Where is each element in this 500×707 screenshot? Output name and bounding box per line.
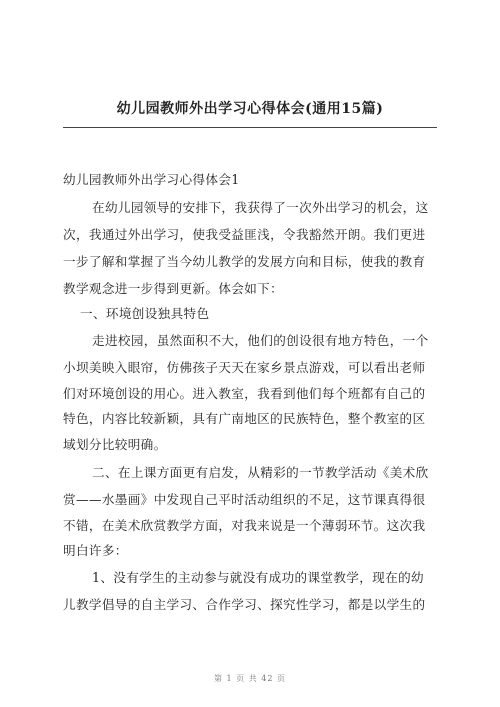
paragraph-line: 1、没有学生的主动参与就没有成功的课堂教学，现在的幼 [92, 570, 424, 585]
title-divider [63, 127, 437, 128]
paragraph-line: 二、在上课方面更有启发，从精彩的一节教学活动《美术欣 [92, 465, 429, 480]
paragraph-line: 不错，在美术欣赏教学方面，对我来说是一个薄弱环节。这次我 [63, 518, 426, 533]
paragraph-line: 赏——水墨画》中发现自己平时活动组织的不足，这节课真得很 [63, 492, 426, 507]
document-title: 幼儿园教师外出学习心得体会(通用15篇) [116, 101, 384, 117]
paragraph-line: 走进校园，虽然面积不大，他们的创设很有地方特色，一个 [92, 333, 429, 348]
paragraph-line: 小坝美映入眼帘，仿佛孩子天天在家乡景点游戏，可以看出老师 [63, 360, 426, 375]
paragraph-line: 特色，内容比较新颖，具有广南地区的民族特色，整个教室的区 [63, 411, 426, 426]
paragraph-line: 一步了解和掌握了当今幼儿教学的发展方向和目标，使我的教育 [63, 254, 426, 269]
paragraph-line: 教学观念进一步得到更新。体会如下： [63, 281, 284, 296]
section-heading: 幼儿园教师外出学习心得体会1 [63, 172, 240, 187]
paragraph-line: 们对环境创设的用心。进入教室，我看到他们每个班都有自己的 [63, 386, 426, 401]
page-number-footer: 第 1 页 共 42 页 [214, 674, 286, 683]
paragraph-line: 儿教学倡导的自主学习、合作学习、探究性学习，都是以学生的 [63, 597, 426, 612]
paragraph-line: 在幼儿园领导的安排下，我获得了一次外出学习的机会，这 [92, 200, 429, 215]
subsection-heading: 一、环境创设独具特色 [80, 306, 210, 321]
paragraph-line: 次，我通过外出学习，使我受益匪浅，令我豁然开朗。我们更进 [63, 227, 426, 242]
paragraph-line: 域划分比较明确。 [63, 437, 167, 452]
paragraph-line: 明白许多： [63, 543, 128, 558]
